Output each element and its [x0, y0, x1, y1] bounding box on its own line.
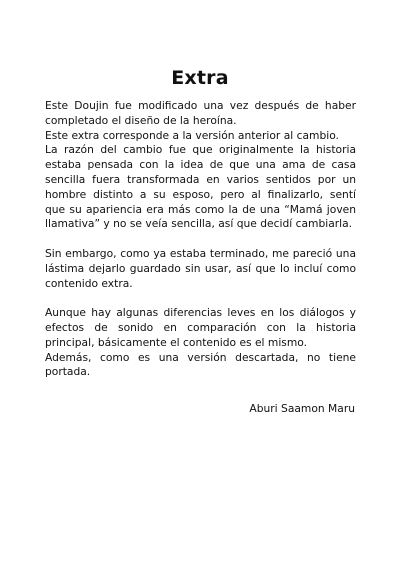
body-text: [45, 99, 356, 380]
page-title: Extra: [171, 67, 229, 89]
paragraph-1: [45, 99, 356, 232]
text-line: hombre distinto a su esposo, pero al finalizarlo, sentí: [45, 187, 356, 201]
text-line: lástima dejarlo guardado sin usar, así que lo incluí como: [45, 261, 356, 275]
text-line: portada.: [45, 365, 91, 379]
text-line: llamativa” y no se veía sencilla, así que decidí cambiarla.: [45, 217, 353, 231]
text-line: Este extra corresponde a la versión anterior al cambio.: [45, 128, 339, 142]
text-line: Además, como es una versión descartada, no tiene: [45, 350, 356, 364]
paragraph-3: [45, 306, 356, 380]
text-line: Aunque hay algunas diferencias leves en los diálogos y: [45, 306, 356, 320]
text-line: Este Doujin fue modificado una vez después de haber: [45, 99, 356, 112]
author-signature: Aburi Saamon Maru: [249, 402, 355, 415]
text-line: completado el diseño de la heroína.: [45, 113, 237, 127]
text-line: sencilla fuera transformada en varios sentidos por un: [45, 172, 356, 186]
text-line: efectos de sonido en comparación con la historia: [45, 320, 356, 334]
text-line: Sin embargo, como ya estaba terminado, me pareció una: [45, 246, 356, 260]
text-line: estaba pensada con la idea de que una ama de casa: [45, 158, 356, 172]
text-line: La razón del cambio fue que originalmente la historia: [45, 143, 356, 157]
text-line: principal, básicamente el contenido es el mismo.: [45, 335, 308, 349]
paragraph-2: [45, 247, 356, 291]
text-line: que su apariencia era más como la de una “Mamá joven: [45, 202, 356, 216]
text-line: contenido extra.: [45, 276, 133, 290]
